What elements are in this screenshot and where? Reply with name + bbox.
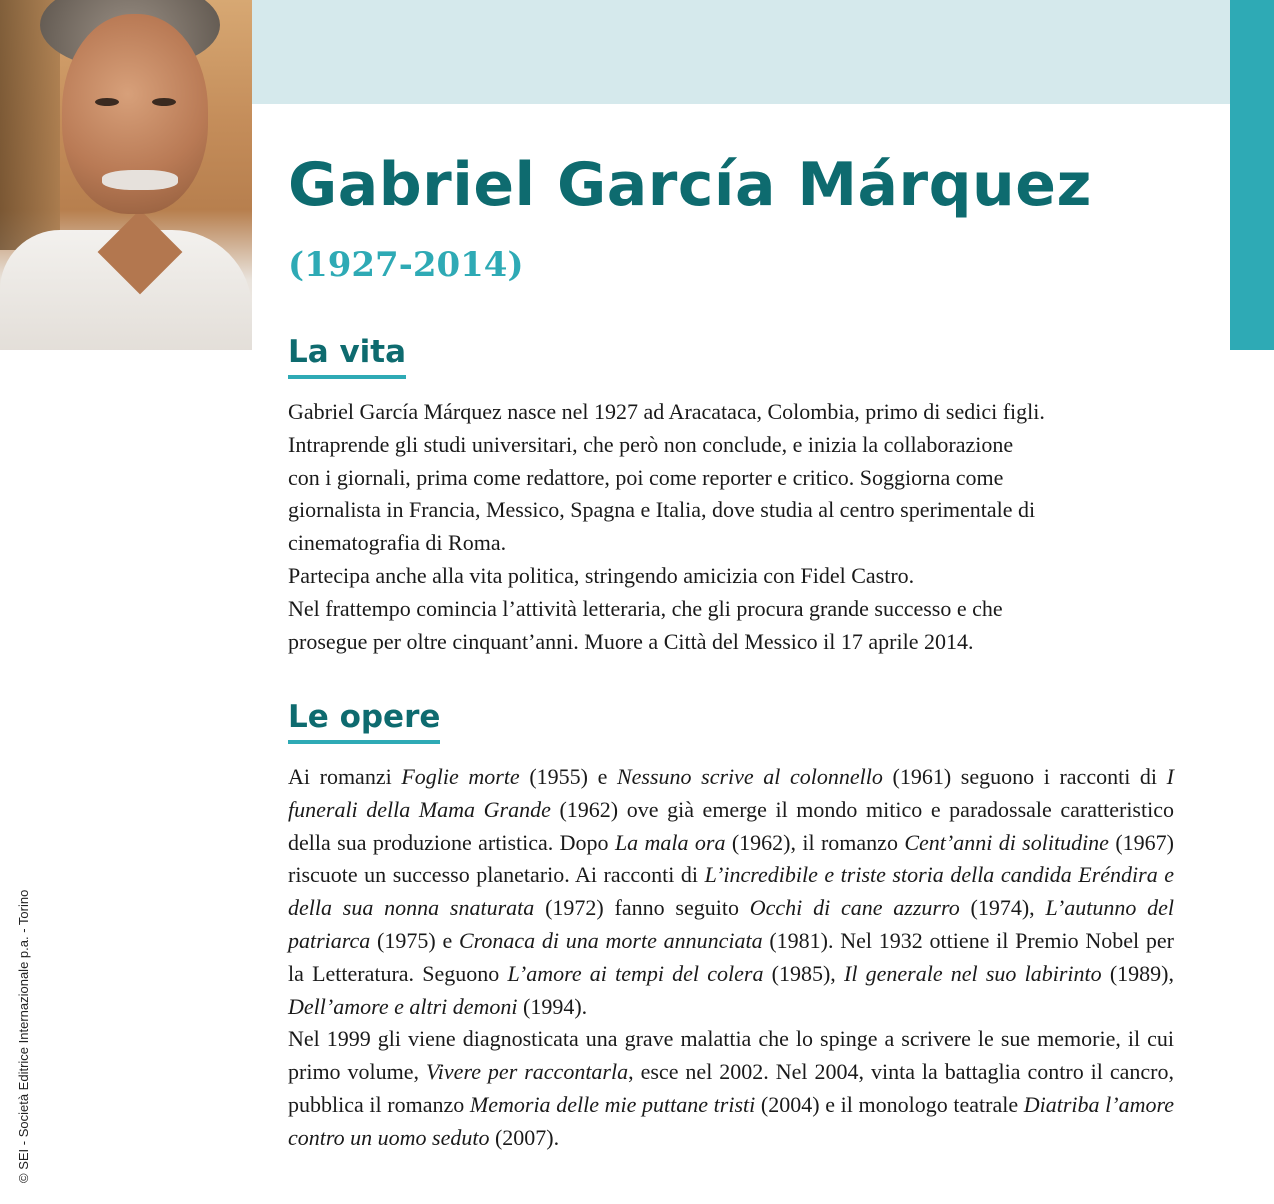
work-title: L’incredibile e triste storia della candida Eréndira e della sua nonna snaturata	[288, 862, 1174, 921]
vita-line: giornalista in Francia, Messico, Spagna e Italia, dove studia al centro sperimentale di	[288, 497, 1036, 523]
work-title: Nessuno scrive al colonnello	[616, 764, 883, 789]
work-title: Vivere per raccontarla	[426, 1059, 629, 1085]
section-heading-opere: Le opere	[288, 699, 440, 744]
work-title: Cronaca di una morte annunciata	[458, 927, 763, 953]
work-title: La mala ora	[614, 829, 726, 855]
work-title: I funerali della Mama Grande	[288, 764, 1174, 822]
accent-strip	[1230, 0, 1274, 350]
author-portrait	[0, 0, 252, 350]
vita-line: cinematografia di Roma.	[288, 530, 507, 556]
text: (1962), il romanzo	[725, 829, 905, 855]
text: (2007).	[489, 1124, 560, 1150]
vita-line: Gabriel García Márquez nasce nel 1927 ad Aracataca, Colombia, primo di sedici figli.	[288, 399, 1045, 424]
text: (1985),	[763, 960, 844, 986]
work-title: L’autunno del patriarca	[288, 895, 1175, 953]
opere-paragraph-2	[288, 1023, 1174, 1154]
work-title: L’amore ai tempi del colera	[507, 960, 764, 986]
vita-line: Intraprende gli studi universitari, che però non conclude, e inizia la collaborazione	[288, 431, 1014, 457]
text: (1994).	[517, 993, 588, 1019]
text: Nel 1999 gli viene diagnosticata una grave malattia che lo spinge a scrivere le sue memorie, il cui primo volume,	[288, 1026, 1174, 1085]
work-title: Diatriba l’amore contro un uomo seduto	[288, 1091, 1175, 1150]
author-years: (1927-2014)	[288, 245, 524, 285]
text: (1975) e	[370, 927, 459, 953]
text: (1961) seguono i racconti di	[882, 764, 1167, 789]
work-title: Cent’anni di solitudine	[904, 829, 1109, 855]
work-title: Occhi di cane azzurro	[749, 895, 960, 921]
vita-line: Partecipa anche alla vita politica, stringendo amicizia con Fidel Castro.	[288, 562, 915, 588]
text: (2004) e il monologo teatrale	[755, 1091, 1024, 1117]
copyright-notice: © SEI - Società Editrice Internazionale p.a. - Torino	[16, 889, 31, 1183]
text: (1974),	[959, 895, 1046, 921]
vita-text	[288, 396, 1174, 658]
vita-line: Nel frattempo comincia l’attività letteraria, che gli procura grande successo e che	[288, 595, 1003, 621]
text: (1967) riscuote un successo planetario. Ai racconti di	[288, 829, 1174, 888]
work-title: Dell’amore e altri demoni	[288, 993, 518, 1019]
text: (1955) e	[519, 764, 617, 789]
opere-text	[288, 761, 1174, 1155]
vita-line: prosegue per oltre cinquant’anni. Muore a Città del Messico il 17 aprile 2014.	[288, 628, 974, 654]
text: (1981). Nel 1932 ottiene il Premio Nobel per la Letteratura. Seguono	[288, 927, 1174, 986]
header-band	[252, 0, 1230, 104]
text: Ai romanzi	[288, 764, 402, 789]
text: , esce nel 2002. Nel 2004, vinta la battaglia contro il cancro, pubblica il romanzo	[288, 1059, 1175, 1117]
text: (1972) fanno seguito	[534, 895, 750, 921]
author-name: Gabriel García Márquez	[288, 150, 1092, 220]
opere-paragraph-1	[288, 761, 1174, 1023]
work-title: Il generale nel suo labirinto	[844, 960, 1102, 986]
section-heading-vita: La vita	[288, 334, 406, 379]
work-title: Memoria delle mie puttane tristi	[469, 1091, 756, 1117]
text: (1962) ove già emerge il mondo mitico e paradossale caratteristico della sua produzione artistica. Dopo	[288, 796, 1174, 855]
text: (1989),	[1101, 960, 1174, 986]
work-title: Foglie morte	[401, 764, 520, 789]
vita-line: con i giornali, prima come redattore, poi come reporter e critico. Soggiorna come	[288, 464, 1004, 490]
